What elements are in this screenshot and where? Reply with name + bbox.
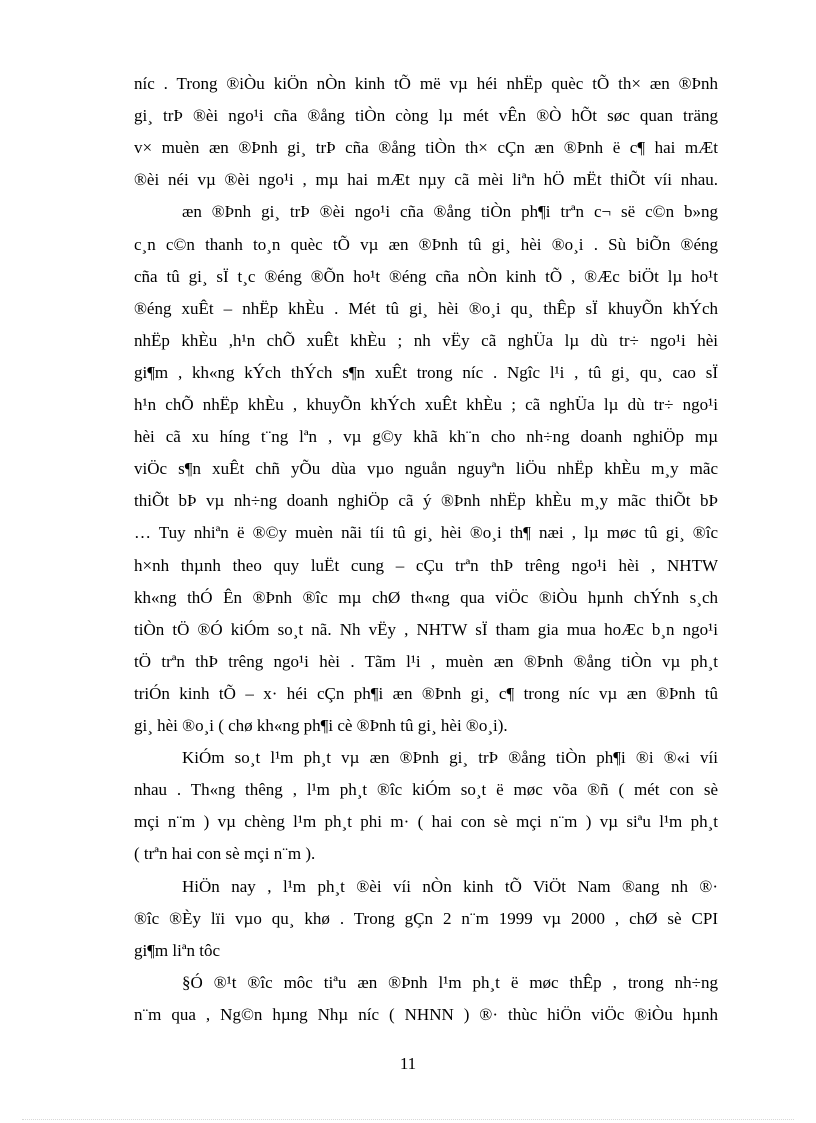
text-line: ®èi néi vµ ®èi ngo¹i , mµ hai mÆt nµy cã mèi liªn hÖ mËt thiÕt víi nhau. xyxy=(134,170,718,190)
paragraph-first-line: KiÓm so¸t l¹m ph¸t vµ æn ®Þnh gi¸ trÞ ®ång tiÒn ph¶i ®i ®«i víi xyxy=(182,748,718,768)
paragraph-first-line: HiÖn nay , l¹m ph¸t ®èi víi nÒn kinh tÕ ViÖt Nam ®ang nh ®· xyxy=(182,876,718,896)
page-divider xyxy=(22,1119,794,1120)
text-line: ®îc ®Èy lïi vµo qu¸ khø . Trong gÇn 2 n¨m 1999 vµ 2000 , chØ sè CPI xyxy=(134,908,718,928)
text-line: … Tuy nhiªn ë ®©y muèn nãi tíi tû gi¸ hèi ®o¸i th¶ næi , lµ møc tû gi¸ ®îc xyxy=(134,523,718,543)
text-line: kh«ng thÓ Ên ®Þnh ®îc mµ chØ th«ng qua viÖc ®iÒu hµnh chÝnh s¸ch xyxy=(134,587,718,607)
text-line: h¹n chÕ nhËp khÈu , khuyÕn khÝch xuÊt khÈu ; cã nghÜa lµ dù tr÷ ngo¹i xyxy=(134,395,718,415)
text-line: thiÕt bÞ vµ nh÷ng doanh nghiÖp cã ý ®Þnh nhËp khÈu m¸y mãc thiÕt bÞ xyxy=(134,491,718,511)
paragraph-first-line: §Ó ®¹t ®îc môc tiªu æn ®Þnh l¹m ph¸t ë møc thÊp , trong nh÷ng xyxy=(182,972,718,992)
text-line: tÖ trªn thÞ trêng ngo¹i hèi . Tãm l¹i , muèn æn ®Þnh ®ång tiÒn vµ ph¸t xyxy=(134,651,718,671)
text-line: nhau . Th«ng thêng , l¹m ph¸t ®îc kiÓm so¸t ë møc võa ®ñ ( mét con sè xyxy=(134,780,718,800)
text-line: tiÒn tÖ ®Ó kiÓm so¸t nã. Nh vËy , NHTW sÏ tham gia mua hoÆc b¸n ngo¹i xyxy=(134,619,718,639)
text-line: triÓn kinh tÕ – x· héi cÇn ph¶i æn ®Þnh gi¸ c¶ trong níc vµ æn ®Þnh tû xyxy=(134,683,718,703)
text-line: c¸n c©n thanh to¸n quèc tÕ vµ æn ®Þnh tû gi¸ hèi ®o¸i . Sù biÕn ®éng xyxy=(134,234,718,254)
text-line: ( trªn hai con sè mçi n¨m ). xyxy=(134,844,316,864)
text-line: nhËp khÈu ,h¹n chÕ xuÊt khÈu ; nh vËy cã nghÜa lµ dù tr÷ ngo¹i hèi xyxy=(134,330,718,350)
text-line: h×nh thµnh theo quy luËt cung – cÇu trªn thÞ trêng ngo¹i hèi , NHTW xyxy=(134,555,718,575)
text-line: cña tû gi¸ sÏ t¸c ®éng ®Õn ho¹t ®éng cña nÒn kinh tÕ , ®Æc biÖt lµ ho¹t xyxy=(134,266,718,286)
text-line: viÖc s¶n xuÊt chñ yÕu dùa vµo nguån nguyªn liÖu nhËp khÈu m¸y mãc xyxy=(134,459,718,479)
text-line: v× muèn æn ®Þnh gi¸ trÞ cña ®ång tiÒn th× cÇn æn ®Þnh ë c¶ hai mÆt xyxy=(134,138,718,158)
text-line: n¨m qua , Ng©n hµng Nhµ níc ( NHNN ) ®· thùc hiÖn viÖc ®iÒu hµnh xyxy=(134,1005,718,1024)
text-line: gi¶m , kh«ng kÝch thÝch s¶n xuÊt trong níc . Ngîc l¹i , tû gi¸ qu¸ cao sÏ xyxy=(134,362,718,382)
text-line: gi¸ hèi ®o¸i ( chø kh«ng ph¶i cè ®Þnh tû gi¸ hèi ®o¸i). xyxy=(134,716,508,736)
page-number: 11 xyxy=(399,1054,417,1073)
text-line: mçi n¨m ) vµ chèng l¹m ph¸t phi m· ( hai con sè mçi n¨m ) vµ siªu l¹m ph¸t xyxy=(134,812,718,832)
paragraph-first-line: æn ®Þnh gi¸ trÞ ®èi ngo¹i cña ®ång tiÒn ph¶i trªn c¬ së c©n b»ng xyxy=(182,202,718,222)
text-line: gi¸ trÞ ®èi ngo¹i cña ®ång tiÒn còng lµ mét vÊn ®Ò hÕt søc quan träng xyxy=(134,106,718,126)
text-line: níc . Trong ®iÒu kiÖn nÒn kinh tÕ më vµ héi nhËp quèc tÕ th× æn ®Þnh xyxy=(134,74,718,93)
text-line: gi¶m liªn tôc xyxy=(134,940,221,960)
text-line: ®éng xuÊt – nhËp khÈu . Mét tû gi¸ hèi ®o¸i qu¸ thÊp sÏ khuyÕn khÝch xyxy=(134,298,718,318)
text-line: hèi cã xu híng t¨ng lªn , vµ g©y khã kh¨n cho nh÷ng doanh nghiÖp mµ xyxy=(134,427,718,447)
